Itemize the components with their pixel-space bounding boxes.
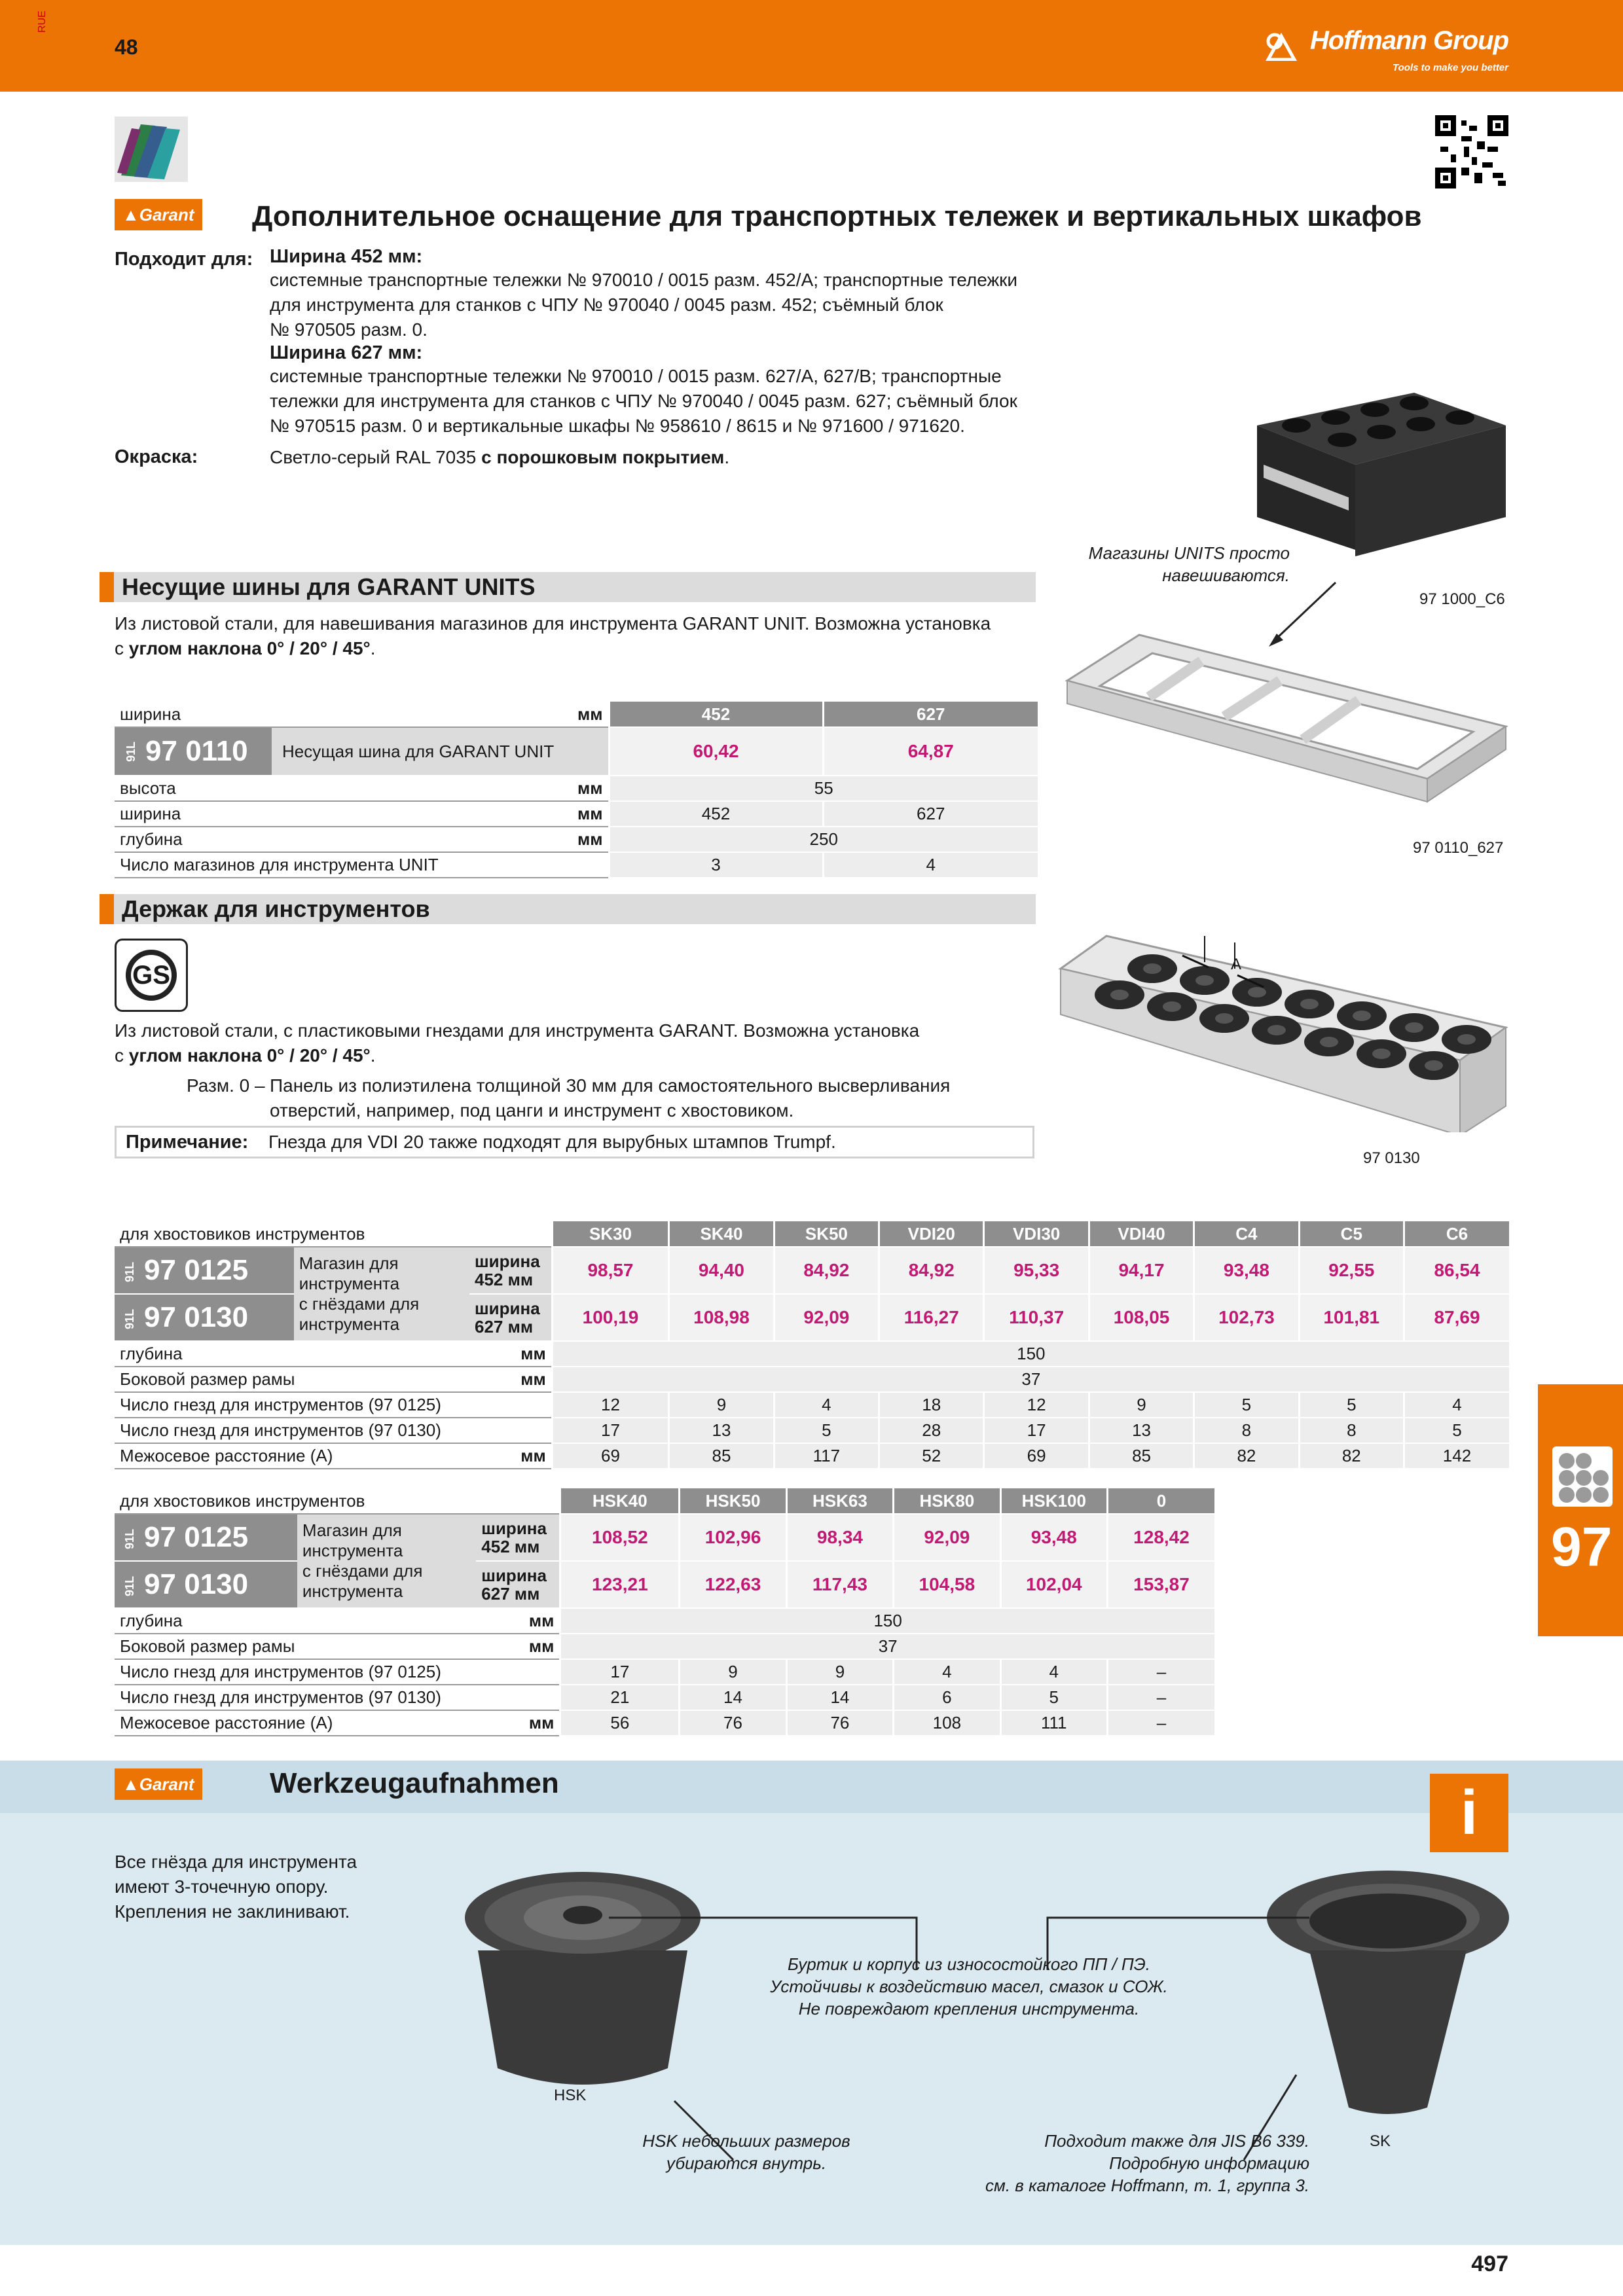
table-header-row xyxy=(115,702,1038,727)
article-prefix: 91L xyxy=(123,1261,137,1282)
tool-holder-image xyxy=(1054,923,1512,1132)
row-label: ширина xyxy=(115,801,478,827)
rails-description xyxy=(115,611,1044,661)
row-label: Межосевое расстояние (A) xyxy=(115,1710,476,1736)
image-code: 97 0110_627 xyxy=(1413,839,1504,857)
width-627-line: № 970515 разм. 0 и вертикальные шкафы № 958610 / 8615 и № 971600 / 971620. xyxy=(270,416,965,436)
row-label: Боковой размер рамы xyxy=(115,1634,476,1659)
price[interactable]: 86,54 xyxy=(1404,1247,1510,1294)
table-row xyxy=(115,1608,1214,1634)
row-unit: мм xyxy=(469,1367,552,1392)
col-header: SK30 xyxy=(552,1221,669,1247)
row-unit xyxy=(469,1392,552,1418)
holder-desc-bold: углом наклона 0° / 20° / 45° xyxy=(128,1045,371,1066)
desc-line: Магазин для инструмента xyxy=(302,1520,403,1560)
width-spec-line: ширина xyxy=(481,1566,547,1585)
row-value: 76 xyxy=(786,1710,893,1736)
width-spec xyxy=(469,1294,552,1341)
article-number[interactable] xyxy=(115,728,272,775)
brand-logo xyxy=(1266,26,1508,73)
row-value: – xyxy=(1107,1659,1214,1685)
image-code: 97 0130 xyxy=(1363,1149,1420,1167)
article-description xyxy=(294,1247,469,1341)
rails-desc-bold: углом наклона 0° / 20° / 45° xyxy=(128,638,371,658)
price[interactable]: 122,63 xyxy=(680,1561,786,1608)
row-unit: мм xyxy=(469,1341,552,1367)
size-label: Разм. 0 – xyxy=(187,1075,265,1096)
width-627-line: системные транспортные тележки № 970010 / 0015 разм. 627/A, 627/B; транспортные xyxy=(270,366,1002,386)
page-title: Дополнительное оснащение для транспортных тележек и вертикальных шкафов xyxy=(252,200,1422,232)
qr-code-icon[interactable] xyxy=(1435,115,1508,188)
dimension-label: A xyxy=(1231,956,1242,973)
article-number-label: 97 0125 xyxy=(144,1521,249,1553)
width-spec-line: 452 мм xyxy=(475,1270,534,1289)
table-row xyxy=(115,1710,1214,1736)
width-452-label: Ширина 452 мм: xyxy=(270,246,423,267)
row-value: 8 xyxy=(1194,1418,1299,1443)
table-row xyxy=(115,776,1038,801)
row-value: 3 xyxy=(609,852,823,878)
col-header: 452 xyxy=(609,702,823,727)
row-label: глубина xyxy=(115,827,478,852)
size-text-line: Панель из полиэтилена толщиной 30 мм для самостоятельного высверливания xyxy=(270,1075,951,1096)
hsk-label: HSK xyxy=(554,2087,587,2104)
width-452-line: системные транспортные тележки № 970010 / 0015 разм. 452/A; транспортные тележки xyxy=(270,270,1018,290)
row-label: глубина xyxy=(115,1608,476,1634)
language-code: RUE xyxy=(37,10,48,33)
price[interactable]: 108,98 xyxy=(669,1294,774,1341)
row-value: 9 xyxy=(786,1659,893,1685)
color-swatch-image xyxy=(115,117,188,182)
row-label: высота xyxy=(115,776,478,801)
row-value: 13 xyxy=(669,1418,774,1443)
holder-table-sk-vdi xyxy=(115,1221,1509,1469)
row-label: Число гнезд для инструментов (97 0125) xyxy=(115,1392,469,1418)
price[interactable]: 104,58 xyxy=(894,1561,1000,1608)
note-label: Примечание: xyxy=(126,1131,249,1153)
article-number[interactable] xyxy=(115,1294,294,1341)
garant-badge xyxy=(115,199,202,230)
price[interactable]: 100,19 xyxy=(552,1294,669,1341)
fits-label: Подходит для: xyxy=(115,249,253,270)
row-label: Межосевое расстояние (A) xyxy=(115,1443,469,1469)
price[interactable]: 102,96 xyxy=(680,1514,786,1561)
sk-label: SK xyxy=(1370,2132,1391,2150)
table-row xyxy=(115,1418,1509,1443)
table-row xyxy=(115,1659,1214,1685)
width-spec xyxy=(476,1561,560,1608)
row-value: 9 xyxy=(680,1659,786,1685)
row-value: 142 xyxy=(1404,1443,1510,1469)
row-value: 17 xyxy=(552,1418,669,1443)
size-text-line: отверстий, например, под цанги и инструмент с хвостовиком. xyxy=(270,1100,794,1121)
row-label: Число гнезд для инструментов (97 0130) xyxy=(115,1418,469,1443)
price[interactable]: 110,37 xyxy=(984,1294,1089,1341)
material-caption-line: Не повреждают крепления инструмента. xyxy=(798,1999,1140,2018)
row-value: 76 xyxy=(680,1710,786,1736)
col-header: C6 xyxy=(1404,1221,1510,1247)
section-title-holder: Держак для инструментов xyxy=(100,894,1036,924)
rail-frame-image xyxy=(1061,615,1512,831)
sk-caption-line: Подробную информацию xyxy=(1109,2153,1309,2173)
material-caption-line: Устойчивы к воздействию масел, смазок и СОЖ. xyxy=(770,1977,1168,1996)
row-value: – xyxy=(1107,1710,1214,1736)
row-label: глубина xyxy=(115,1341,469,1367)
info-title: Werkzeugaufnahmen xyxy=(270,1767,559,1799)
sk-caption-line: Подходит также для JIS B6 339. xyxy=(1044,2131,1309,2151)
table-header-row xyxy=(115,1221,1509,1247)
material-caption-line: Буртик и корпус из износостойкого ПП / ПЭ. xyxy=(787,1954,1151,1974)
brand-name: Hoffmann Group xyxy=(1309,26,1508,55)
row-value: 250 xyxy=(609,827,1038,852)
width-627-label: Ширина 627 мм: xyxy=(270,342,423,363)
row-value: 56 xyxy=(560,1710,680,1736)
price[interactable]: 102,73 xyxy=(1194,1294,1299,1341)
row-value: 452 xyxy=(609,801,823,827)
info-icon[interactable]: i xyxy=(1430,1774,1508,1852)
info-header-band xyxy=(0,1761,1623,1813)
article-number[interactable] xyxy=(115,1247,294,1294)
table-row xyxy=(115,1341,1509,1367)
article-number-label: 97 0130 xyxy=(144,1301,249,1333)
row-value: 21 xyxy=(560,1685,680,1710)
row-unit: мм xyxy=(478,776,609,801)
rails-caption-line: Магазины UNITS просто xyxy=(1088,543,1290,563)
header-label: для хвостовиков инструментов xyxy=(115,1221,552,1247)
desc-line: с гнёздами для инструмента xyxy=(302,1561,423,1601)
price[interactable]: 93,48 xyxy=(1194,1247,1299,1294)
row-value: 14 xyxy=(786,1685,893,1710)
row-value: 5 xyxy=(774,1418,879,1443)
info-intro-line: Все гнёзда для инструмента xyxy=(115,1852,357,1872)
paint-label: Окраска: xyxy=(115,446,198,467)
row-unit: мм xyxy=(478,801,609,827)
garant-badge xyxy=(115,1768,202,1800)
width-spec-line: ширина xyxy=(481,1518,547,1538)
row-unit xyxy=(478,852,609,878)
info-intro-line: Крепления не заклинивают. xyxy=(115,1901,350,1922)
width-452-line: № 970505 разм. 0. xyxy=(270,319,428,340)
note-box xyxy=(115,1126,1034,1158)
price[interactable]: 128,42 xyxy=(1107,1514,1214,1561)
row-value: 82 xyxy=(1299,1443,1404,1469)
article-number[interactable] xyxy=(115,1514,297,1561)
row-value: 5 xyxy=(1299,1392,1404,1418)
price[interactable]: 84,92 xyxy=(774,1247,879,1294)
article-row xyxy=(115,1514,1214,1561)
price[interactable]: 108,05 xyxy=(1089,1294,1194,1341)
article-prefix: 91L xyxy=(123,1575,137,1596)
row-value: 111 xyxy=(1000,1710,1107,1736)
desc-line: с гнёздами для инструмента xyxy=(299,1294,420,1334)
row-unit xyxy=(469,1418,552,1443)
desc-line: Магазин для инструмента xyxy=(299,1253,400,1293)
page-number-left: 48 xyxy=(115,35,138,59)
material-caption xyxy=(740,1953,1198,2020)
col-header: SK50 xyxy=(774,1221,879,1247)
col-header: C4 xyxy=(1194,1221,1299,1247)
info-intro xyxy=(115,1850,455,1924)
row-value: 17 xyxy=(984,1418,1089,1443)
price[interactable]: 123,21 xyxy=(560,1561,680,1608)
col-header: C5 xyxy=(1299,1221,1404,1247)
holder-description xyxy=(115,1018,1044,1068)
price[interactable]: 84,92 xyxy=(879,1247,984,1294)
gs-label: GS xyxy=(126,950,177,1001)
col-header: HSK40 xyxy=(560,1488,680,1514)
row-value: 4 xyxy=(1000,1659,1107,1685)
row-unit: мм xyxy=(476,1634,560,1659)
row-value: 108 xyxy=(894,1710,1000,1736)
chapter-number: 97 xyxy=(1551,1516,1613,1577)
price[interactable]: 94,40 xyxy=(669,1247,774,1294)
hoffmann-logo-icon xyxy=(1266,32,1302,61)
row-value: 52 xyxy=(879,1443,984,1469)
col-header: VDI40 xyxy=(1089,1221,1194,1247)
price[interactable]: 98,34 xyxy=(786,1514,893,1561)
garant-badge-label: Garant xyxy=(139,1774,194,1794)
row-value: 9 xyxy=(669,1392,774,1418)
row-unit xyxy=(476,1685,560,1710)
row-unit: мм xyxy=(469,1443,552,1469)
row-value: 82 xyxy=(1194,1443,1299,1469)
sk-caption-line: см. в каталоге Hoffmann, т. 1, группа 3. xyxy=(985,2176,1309,2195)
holder-pattern-icon xyxy=(1552,1446,1613,1507)
article-prefix: 91L xyxy=(123,1528,137,1549)
row-value: 12 xyxy=(984,1392,1089,1418)
row-value: 13 xyxy=(1089,1418,1194,1443)
row-value: 85 xyxy=(669,1443,774,1469)
price[interactable]: 92,55 xyxy=(1299,1247,1404,1294)
rails-caption-line: навешиваются. xyxy=(1162,565,1290,585)
row-value: 4 xyxy=(823,852,1038,878)
price[interactable]: 64,87 xyxy=(823,727,1038,776)
price[interactable]: 95,33 xyxy=(984,1247,1089,1294)
row-value: 6 xyxy=(894,1685,1000,1710)
row-label: Число гнезд для инструментов (97 0130) xyxy=(115,1685,476,1710)
fits-block xyxy=(270,246,1055,439)
row-value: 5 xyxy=(1194,1392,1299,1418)
price[interactable]: 101,81 xyxy=(1299,1294,1404,1341)
article-row xyxy=(115,1247,1509,1294)
price[interactable]: 117,43 xyxy=(786,1561,893,1608)
size-text xyxy=(270,1073,1042,1123)
page-number-right: 497 xyxy=(1471,2251,1508,2276)
brand-tagline: Tools to make you better xyxy=(1393,62,1508,73)
width-spec-line: 627 мм xyxy=(475,1317,534,1336)
paint-text-plain: Светло-серый RAL 7035 xyxy=(270,447,482,467)
article-number-label: 97 0125 xyxy=(144,1254,249,1286)
price[interactable]: 102,04 xyxy=(1000,1561,1107,1608)
width-spec-line: 627 мм xyxy=(481,1584,540,1604)
row-value: 85 xyxy=(1089,1443,1194,1469)
row-value: 150 xyxy=(552,1341,1509,1367)
table-row xyxy=(115,852,1038,878)
article-row xyxy=(115,1561,1214,1608)
rails-desc-end: . xyxy=(370,638,376,658)
table-row xyxy=(115,1367,1509,1392)
paint-text-bold: с порошковым покрытием xyxy=(481,447,725,467)
col-header: HSK80 xyxy=(894,1488,1000,1514)
rails-caption xyxy=(1048,542,1290,586)
price[interactable]: 87,69 xyxy=(1404,1294,1510,1341)
price[interactable]: 116,27 xyxy=(879,1294,984,1341)
row-value: 5 xyxy=(1404,1418,1510,1443)
article-description: Несущая шина для GARANT UNIT xyxy=(272,728,608,775)
row-value: 150 xyxy=(560,1608,1214,1634)
header-label: ширина xyxy=(115,702,478,727)
row-label: Число магазинов для инструмента UNIT xyxy=(115,852,478,878)
table-row xyxy=(115,827,1038,852)
col-header: SK40 xyxy=(669,1221,774,1247)
col-header: HSK63 xyxy=(786,1488,893,1514)
holder-desc-plain: с xyxy=(115,1045,129,1066)
article-number-label: 97 0130 xyxy=(144,1568,249,1600)
row-value: 4 xyxy=(774,1392,879,1418)
row-unit: мм xyxy=(476,1608,560,1634)
width-spec xyxy=(469,1247,552,1294)
width-spec-line: ширина xyxy=(475,1299,540,1318)
row-value: 18 xyxy=(879,1392,984,1418)
row-value: 28 xyxy=(879,1418,984,1443)
row-value: 69 xyxy=(552,1443,669,1469)
sk-caption xyxy=(956,2130,1309,2197)
row-value: 37 xyxy=(560,1634,1214,1659)
row-value: 117 xyxy=(774,1443,879,1469)
hsk-caption-line: убираются внутрь. xyxy=(666,2153,827,2173)
price[interactable]: 94,17 xyxy=(1089,1247,1194,1294)
info-intro-line: имеют 3-точечную опору. xyxy=(115,1876,329,1897)
header-label: для хвостовиков инструментов xyxy=(115,1488,560,1514)
garant-logo-icon: ▲ xyxy=(122,1774,139,1794)
col-header: 0 xyxy=(1107,1488,1214,1514)
chapter-icon xyxy=(1552,1446,1613,1507)
width-spec-line: 452 мм xyxy=(481,1537,540,1556)
row-value: – xyxy=(1107,1685,1214,1710)
row-value: 37 xyxy=(552,1367,1509,1392)
article-number-label: 97 0110 xyxy=(145,735,248,767)
garant-logo-icon: ▲ xyxy=(122,205,139,224)
row-value: 8 xyxy=(1299,1418,1404,1443)
width-spec-line: ширина xyxy=(475,1251,540,1271)
table-row xyxy=(115,1443,1509,1469)
holder-desc-line: Из листовой стали, с пластиковыми гнездами для инструмента GARANT. Возможна установка xyxy=(115,1020,920,1041)
price[interactable]: 153,87 xyxy=(1107,1561,1214,1608)
note-text: Гнезда для VDI 20 также подходят для вырубных штампов Trumpf. xyxy=(268,1132,836,1152)
width-spec xyxy=(476,1514,560,1561)
col-header: HSK50 xyxy=(680,1488,786,1514)
row-value: 14 xyxy=(680,1685,786,1710)
row-value: 55 xyxy=(609,776,1038,801)
price[interactable]: 98,57 xyxy=(552,1247,669,1294)
rails-desc-line: Из листовой стали, для навешивания магазинов для инструмента GARANT UNIT. Возможна установка xyxy=(115,613,991,634)
row-value: 69 xyxy=(984,1443,1089,1469)
table-row xyxy=(115,1685,1214,1710)
article-prefix: 91L xyxy=(123,1308,137,1329)
row-label: Боковой размер рамы xyxy=(115,1367,469,1392)
gs-certification-icon xyxy=(115,939,188,1012)
col-header: VDI20 xyxy=(879,1221,984,1247)
row-value: 627 xyxy=(823,801,1038,827)
article-number[interactable] xyxy=(115,1561,297,1608)
row-unit xyxy=(476,1659,560,1685)
width-627-line: тележки для инструмента для станков с ЧПУ № 970040 / 0045 разм. 627; съёмный блок xyxy=(270,391,1017,411)
rails-table xyxy=(115,702,1038,878)
row-value: 4 xyxy=(894,1659,1000,1685)
section-title-rails: Несущие шины для GARANT UNITS xyxy=(100,572,1036,602)
row-label: Число гнезд для инструментов (97 0125) xyxy=(115,1659,476,1685)
row-value: 5 xyxy=(1000,1685,1107,1710)
row-unit: мм xyxy=(476,1710,560,1736)
price[interactable]: 93,48 xyxy=(1000,1514,1107,1561)
table-header-row xyxy=(115,1488,1214,1514)
row-unit: мм xyxy=(478,827,609,852)
col-header: 627 xyxy=(823,702,1038,727)
holder-table-hsk xyxy=(115,1488,1214,1736)
image-code: 97 1000_C6 xyxy=(1419,590,1505,608)
row-value: 12 xyxy=(552,1392,669,1418)
article-prefix: 91L xyxy=(124,741,138,762)
article-row xyxy=(115,727,1038,776)
garant-badge-label: Garant xyxy=(139,205,194,224)
col-header: HSK100 xyxy=(1000,1488,1107,1514)
row-value: 17 xyxy=(560,1659,680,1685)
holder-desc-end: . xyxy=(370,1045,376,1066)
width-452-line: для инструмента для станков с ЧПУ № 970040 / 0045 разм. 452; съёмный блок xyxy=(270,295,943,315)
row-value: 9 xyxy=(1089,1392,1194,1418)
paint-text-end: . xyxy=(724,447,730,467)
col-header: VDI30 xyxy=(984,1221,1089,1247)
price[interactable]: 60,42 xyxy=(609,727,823,776)
row-value: 4 xyxy=(1404,1392,1510,1418)
price[interactable]: 92,09 xyxy=(894,1514,1000,1561)
rails-desc-plain: с xyxy=(115,638,129,658)
hsk-caption-line: HSK небольших размеров xyxy=(642,2131,850,2151)
price[interactable]: 108,52 xyxy=(560,1514,680,1561)
price[interactable]: 92,09 xyxy=(774,1294,879,1341)
hsk-caption xyxy=(609,2130,884,2174)
paint-text xyxy=(270,445,729,470)
table-row xyxy=(115,1392,1509,1418)
article-description xyxy=(297,1514,476,1608)
table-row xyxy=(115,801,1038,827)
chapter-tab[interactable] xyxy=(1538,1384,1623,1636)
header-unit: мм xyxy=(478,702,609,727)
table-row xyxy=(115,1634,1214,1659)
